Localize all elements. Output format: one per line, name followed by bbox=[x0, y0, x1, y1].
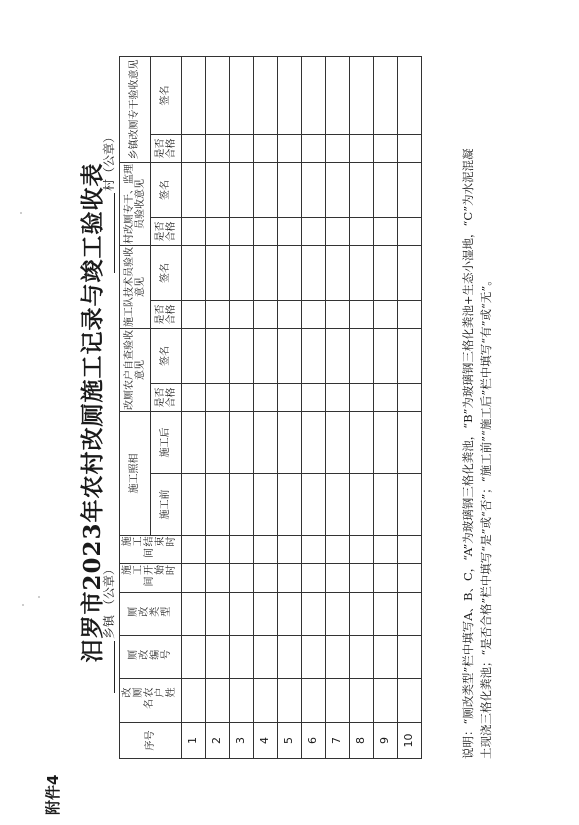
empty-cell[interactable] bbox=[326, 135, 350, 163]
empty-cell[interactable] bbox=[230, 412, 254, 474]
empty-cell[interactable] bbox=[278, 384, 302, 412]
empty-cell[interactable] bbox=[302, 412, 326, 474]
row-index: 7 bbox=[326, 723, 350, 759]
empty-cell[interactable] bbox=[278, 412, 302, 474]
empty-cell[interactable] bbox=[350, 329, 374, 384]
table-body bbox=[182, 57, 422, 759]
empty-cell[interactable] bbox=[350, 679, 374, 723]
empty-cell[interactable] bbox=[278, 135, 302, 163]
row-index: 2 bbox=[206, 723, 230, 759]
empty-cell[interactable] bbox=[254, 412, 278, 474]
empty-cell[interactable] bbox=[302, 536, 326, 564]
header-index: 序号 bbox=[120, 723, 182, 759]
empty-cell[interactable] bbox=[278, 329, 302, 384]
table-row bbox=[182, 57, 206, 759]
empty-cell[interactable] bbox=[278, 301, 302, 329]
empty-cell[interactable] bbox=[182, 57, 206, 135]
annex-label: 附件4 bbox=[44, 774, 62, 815]
village-seal-label: 村（公章） bbox=[102, 130, 116, 191]
empty-cell[interactable] bbox=[230, 329, 254, 384]
empty-cell[interactable] bbox=[326, 301, 350, 329]
table-row bbox=[350, 57, 374, 759]
empty-cell[interactable] bbox=[230, 218, 254, 246]
empty-cell[interactable] bbox=[374, 593, 398, 636]
empty-cell[interactable] bbox=[326, 536, 350, 564]
empty-cell[interactable] bbox=[374, 218, 398, 246]
empty-cell[interactable] bbox=[326, 593, 350, 636]
header-village-check: 村改厕专干、监理员验收意见 bbox=[120, 163, 151, 246]
empty-cell[interactable] bbox=[206, 384, 230, 412]
empty-cell[interactable] bbox=[206, 329, 230, 384]
empty-cell[interactable] bbox=[302, 163, 326, 218]
header-pass: 是否合格 bbox=[151, 384, 182, 412]
empty-cell[interactable] bbox=[398, 474, 422, 536]
empty-cell[interactable] bbox=[182, 536, 206, 564]
empty-cell[interactable] bbox=[350, 636, 374, 679]
empty-cell[interactable] bbox=[302, 474, 326, 536]
row-index: 6 bbox=[302, 723, 326, 759]
header-sign: 签名 bbox=[151, 57, 182, 135]
empty-cell[interactable] bbox=[230, 679, 254, 723]
empty-cell[interactable] bbox=[230, 246, 254, 301]
empty-cell[interactable] bbox=[398, 246, 422, 301]
header-sign: 签名 bbox=[151, 246, 182, 301]
empty-cell[interactable] bbox=[374, 679, 398, 723]
empty-cell[interactable] bbox=[206, 536, 230, 564]
empty-cell[interactable] bbox=[206, 593, 230, 636]
empty-cell[interactable] bbox=[350, 163, 374, 218]
empty-cell[interactable] bbox=[374, 163, 398, 218]
empty-cell[interactable] bbox=[278, 593, 302, 636]
empty-cell[interactable] bbox=[206, 412, 230, 474]
empty-cell[interactable] bbox=[278, 57, 302, 135]
header-household-check: 改厕农户自查验收意见 bbox=[120, 329, 151, 412]
table-row bbox=[278, 57, 302, 759]
empty-cell[interactable] bbox=[254, 384, 278, 412]
empty-cell[interactable] bbox=[182, 218, 206, 246]
header-end-time: 施工结束时间 bbox=[120, 536, 182, 564]
empty-cell[interactable] bbox=[374, 474, 398, 536]
empty-cell[interactable] bbox=[230, 135, 254, 163]
empty-cell[interactable] bbox=[206, 246, 230, 301]
empty-cell[interactable] bbox=[182, 384, 206, 412]
header-household-name: 改厕农户姓名 bbox=[120, 679, 182, 723]
empty-cell[interactable] bbox=[302, 593, 326, 636]
empty-cell[interactable] bbox=[278, 246, 302, 301]
row-index: 8 bbox=[350, 723, 374, 759]
empty-cell[interactable] bbox=[350, 301, 374, 329]
header-type: 厕改类型 bbox=[120, 593, 182, 636]
empty-cell[interactable] bbox=[230, 636, 254, 679]
table-row bbox=[254, 57, 278, 759]
empty-cell[interactable] bbox=[374, 301, 398, 329]
empty-cell[interactable] bbox=[398, 163, 422, 218]
note-line-2: 土现浇三格化粪池；“是否合格”栏中填写“是”或“否”；“施工前”“施工后”栏中填写“有”或“无”。 bbox=[479, 274, 493, 759]
empty-cell[interactable] bbox=[350, 593, 374, 636]
header-sign: 签名 bbox=[151, 163, 182, 218]
table-row bbox=[374, 57, 398, 759]
empty-cell[interactable] bbox=[254, 163, 278, 218]
empty-cell[interactable] bbox=[398, 57, 422, 135]
empty-cell[interactable] bbox=[182, 163, 206, 218]
empty-cell[interactable] bbox=[398, 593, 422, 636]
empty-cell[interactable] bbox=[206, 218, 230, 246]
empty-cell[interactable] bbox=[326, 218, 350, 246]
empty-cell[interactable] bbox=[278, 536, 302, 564]
header-start-time: 施工开始时间 bbox=[120, 564, 182, 593]
empty-cell[interactable] bbox=[326, 384, 350, 412]
empty-cell[interactable] bbox=[278, 218, 302, 246]
header-pass: 是否合格 bbox=[151, 135, 182, 163]
empty-cell[interactable] bbox=[350, 412, 374, 474]
empty-cell[interactable] bbox=[206, 474, 230, 536]
empty-cell[interactable] bbox=[326, 474, 350, 536]
header-town-check: 乡镇改厕专干验收意见 bbox=[120, 57, 151, 163]
table-row bbox=[326, 57, 350, 759]
empty-cell[interactable] bbox=[206, 57, 230, 135]
empty-cell[interactable] bbox=[278, 679, 302, 723]
header-team-check: 施工队技术员验收意见 bbox=[120, 246, 151, 329]
empty-cell[interactable] bbox=[374, 135, 398, 163]
empty-cell[interactable] bbox=[278, 636, 302, 679]
empty-cell[interactable] bbox=[254, 246, 278, 301]
empty-cell[interactable] bbox=[374, 384, 398, 412]
empty-cell[interactable] bbox=[302, 329, 326, 384]
empty-cell[interactable] bbox=[326, 329, 350, 384]
empty-cell[interactable] bbox=[254, 593, 278, 636]
empty-cell[interactable] bbox=[350, 246, 374, 301]
empty-cell[interactable] bbox=[374, 564, 398, 593]
empty-cell[interactable] bbox=[326, 564, 350, 593]
row-index: 5 bbox=[278, 723, 302, 759]
acceptance-table bbox=[119, 56, 422, 759]
empty-cell[interactable] bbox=[302, 218, 326, 246]
empty-cell[interactable] bbox=[350, 384, 374, 412]
empty-cell[interactable] bbox=[230, 564, 254, 593]
header-code: 厕改编号 bbox=[120, 636, 182, 679]
empty-cell[interactable] bbox=[326, 636, 350, 679]
row-index: 10 bbox=[398, 723, 422, 759]
empty-cell[interactable] bbox=[278, 163, 302, 218]
empty-cell[interactable] bbox=[302, 57, 326, 135]
empty-cell[interactable] bbox=[302, 135, 326, 163]
village-blank-line bbox=[100, 193, 115, 273]
empty-cell[interactable] bbox=[398, 412, 422, 474]
empty-cell[interactable] bbox=[398, 301, 422, 329]
empty-cell[interactable] bbox=[230, 57, 254, 135]
header-photos: 施工照相 bbox=[120, 412, 151, 536]
header-pass: 是否合格 bbox=[151, 301, 182, 329]
town-seal-label: 乡镇 （公章） bbox=[102, 563, 116, 639]
empty-cell[interactable] bbox=[182, 593, 206, 636]
empty-cell[interactable] bbox=[230, 384, 254, 412]
empty-cell[interactable] bbox=[206, 564, 230, 593]
empty-cell[interactable] bbox=[398, 329, 422, 384]
empty-cell[interactable] bbox=[182, 564, 206, 593]
empty-cell[interactable] bbox=[374, 329, 398, 384]
empty-cell[interactable] bbox=[374, 412, 398, 474]
empty-cell[interactable] bbox=[182, 636, 206, 679]
empty-cell[interactable] bbox=[230, 301, 254, 329]
empty-cell[interactable] bbox=[398, 679, 422, 723]
empty-cell[interactable] bbox=[398, 536, 422, 564]
empty-cell[interactable] bbox=[206, 301, 230, 329]
empty-cell[interactable] bbox=[278, 474, 302, 536]
town-blank-line bbox=[100, 641, 115, 693]
empty-cell[interactable] bbox=[254, 301, 278, 329]
empty-cell[interactable] bbox=[230, 536, 254, 564]
empty-cell[interactable] bbox=[182, 679, 206, 723]
empty-cell[interactable] bbox=[254, 474, 278, 536]
empty-cell[interactable] bbox=[254, 679, 278, 723]
empty-cell[interactable] bbox=[374, 246, 398, 301]
empty-cell[interactable] bbox=[350, 536, 374, 564]
empty-cell[interactable] bbox=[302, 679, 326, 723]
empty-cell[interactable] bbox=[206, 163, 230, 218]
note-line-1: 说明：“厕改类型”栏中填写A、B、C，“A”为玻璃钢三格化粪池，“B”为玻璃钢三格化粪池+生态小湿地，“C”为水泥混凝 bbox=[461, 148, 475, 759]
table-row bbox=[230, 57, 254, 759]
empty-cell[interactable] bbox=[206, 679, 230, 723]
empty-cell[interactable] bbox=[278, 564, 302, 593]
empty-cell[interactable] bbox=[326, 163, 350, 218]
empty-cell[interactable] bbox=[182, 474, 206, 536]
empty-cell[interactable] bbox=[398, 218, 422, 246]
empty-cell[interactable] bbox=[182, 135, 206, 163]
empty-cell[interactable] bbox=[374, 636, 398, 679]
empty-cell[interactable] bbox=[326, 246, 350, 301]
empty-cell[interactable] bbox=[182, 246, 206, 301]
empty-cell[interactable] bbox=[254, 564, 278, 593]
empty-cell[interactable] bbox=[350, 474, 374, 536]
header-photo-before: 施工前 bbox=[151, 474, 182, 536]
empty-cell[interactable] bbox=[350, 57, 374, 135]
empty-cell[interactable] bbox=[302, 384, 326, 412]
empty-cell[interactable] bbox=[398, 384, 422, 412]
empty-cell[interactable] bbox=[350, 218, 374, 246]
empty-cell[interactable] bbox=[254, 57, 278, 135]
empty-cell[interactable] bbox=[182, 301, 206, 329]
empty-cell[interactable] bbox=[398, 636, 422, 679]
empty-cell[interactable] bbox=[230, 593, 254, 636]
empty-cell[interactable] bbox=[350, 135, 374, 163]
empty-cell[interactable] bbox=[206, 135, 230, 163]
document-title: 汨罗市2023年农村改厕施工记录与竣工验收表 bbox=[79, 162, 106, 663]
empty-cell[interactable] bbox=[206, 636, 230, 679]
empty-cell[interactable] bbox=[182, 329, 206, 384]
table-row bbox=[302, 57, 326, 759]
empty-cell[interactable] bbox=[302, 246, 326, 301]
empty-cell[interactable] bbox=[182, 412, 206, 474]
empty-cell[interactable] bbox=[254, 329, 278, 384]
empty-cell[interactable] bbox=[350, 564, 374, 593]
row-index: 3 bbox=[230, 723, 254, 759]
empty-cell[interactable] bbox=[254, 536, 278, 564]
row-index: 1 bbox=[182, 723, 206, 759]
empty-cell[interactable] bbox=[326, 412, 350, 474]
empty-cell[interactable] bbox=[374, 57, 398, 135]
table-row bbox=[206, 57, 230, 759]
empty-cell[interactable] bbox=[254, 218, 278, 246]
empty-cell[interactable] bbox=[230, 163, 254, 218]
empty-cell[interactable] bbox=[254, 636, 278, 679]
empty-cell[interactable] bbox=[398, 135, 422, 163]
empty-cell[interactable] bbox=[398, 564, 422, 593]
empty-cell[interactable] bbox=[326, 57, 350, 135]
empty-cell[interactable] bbox=[326, 679, 350, 723]
row-index: 4 bbox=[254, 723, 278, 759]
header-sign: 签名 bbox=[151, 329, 182, 384]
header-pass: 是否合格 bbox=[151, 218, 182, 246]
empty-cell[interactable] bbox=[254, 135, 278, 163]
empty-cell[interactable] bbox=[302, 301, 326, 329]
empty-cell[interactable] bbox=[374, 536, 398, 564]
header-photo-after: 施工后 bbox=[151, 412, 182, 474]
empty-cell[interactable] bbox=[230, 474, 254, 536]
row-index: 9 bbox=[374, 723, 398, 759]
empty-cell[interactable] bbox=[302, 636, 326, 679]
table-row bbox=[398, 57, 422, 759]
empty-cell[interactable] bbox=[302, 564, 326, 593]
